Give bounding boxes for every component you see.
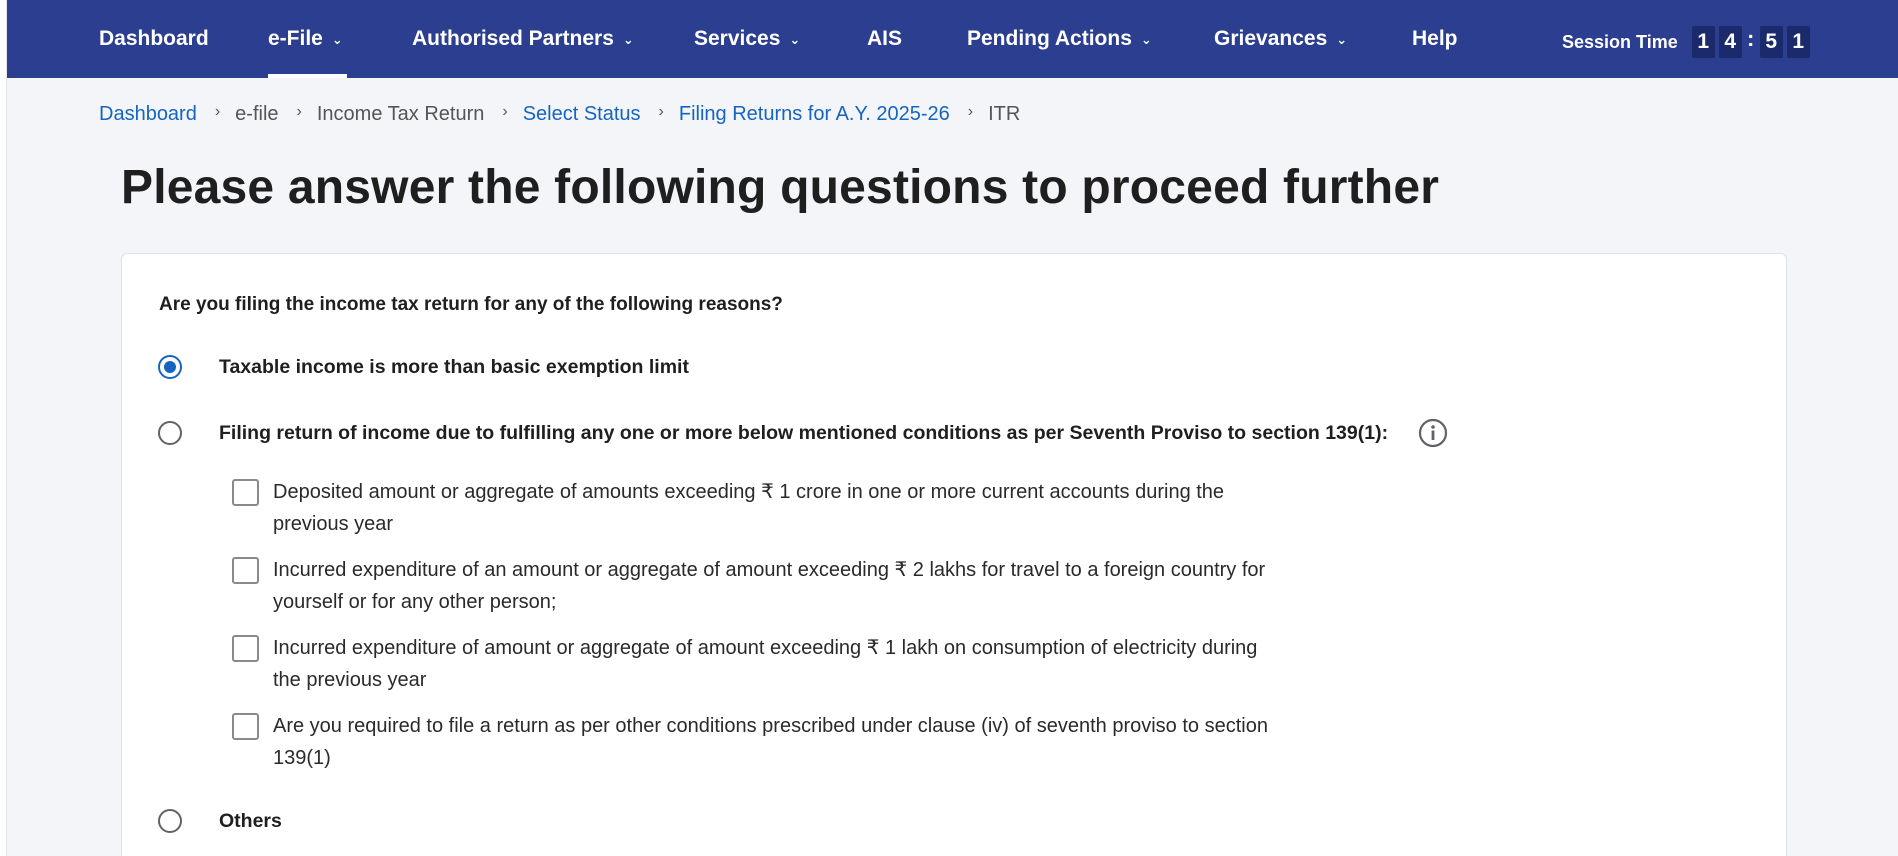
nav-efile-label: e-File	[268, 27, 323, 50]
option-others[interactable]	[158, 809, 282, 833]
session-timer	[1562, 26, 1810, 58]
chevron-down-icon: ⌄	[622, 32, 634, 47]
nav-authorised-partners[interactable]	[412, 0, 634, 78]
chevron-down-icon: ⌄	[331, 32, 343, 47]
breadcrumb	[99, 103, 1020, 126]
session-digit: 1	[1692, 26, 1715, 58]
chevron-down-icon: ⌄	[1140, 32, 1152, 47]
nav-dashboard[interactable]	[99, 0, 209, 78]
radio-button[interactable]	[158, 421, 182, 445]
condition-label: Deposited amount or aggregate of amounts exceeding ₹ 1 crore in one or more current accounts during the previous year	[273, 481, 1225, 535]
condition-current-account-deposit	[232, 479, 1273, 540]
chevron-down-icon: ⌄	[789, 32, 801, 47]
chevron-right-icon: ›	[658, 102, 664, 120]
page	[6, 0, 1898, 856]
nav-dashboard-label: Dashboard	[99, 27, 209, 50]
checkbox[interactable]	[232, 557, 259, 584]
chevron-right-icon: ›	[296, 102, 302, 120]
session-digit: 5	[1760, 26, 1783, 58]
breadcrumb-itr: ITR	[988, 103, 1021, 125]
session-digit: 1	[1787, 26, 1810, 58]
info-icon[interactable]	[1418, 418, 1448, 448]
nav-help[interactable]	[1412, 0, 1458, 78]
checkbox[interactable]	[232, 635, 259, 662]
condition-label: Incurred expenditure of an amount or aggregate of amount exceeding ₹ 2 lakhs for travel to a foreign country for yourself or for any other person;	[273, 559, 1266, 613]
chevron-right-icon: ›	[214, 102, 221, 120]
nav-ais[interactable]	[867, 0, 902, 78]
chevron-right-icon: ›	[967, 102, 974, 120]
nav-services-label: Services	[694, 27, 781, 50]
radio-button[interactable]	[158, 809, 182, 833]
nav-pending-actions[interactable]	[967, 0, 1152, 78]
breadcrumb-filing-returns[interactable]: Filing Returns for A.Y. 2025-26	[678, 103, 950, 125]
chevron-right-icon: ›	[502, 102, 508, 120]
condition-other-clause-iv	[232, 713, 1273, 774]
nav-grievances-label: Grievances	[1214, 27, 1328, 50]
condition-label: Incurred expenditure of amount or aggregate of amount exceeding ₹ 1 lakh on consumption of electricity during the previous year	[273, 637, 1258, 691]
session-colon: :	[1747, 26, 1755, 51]
questions-card	[121, 253, 1787, 856]
nav-pending-label: Pending Actions	[967, 27, 1132, 50]
condition-electricity	[232, 635, 1273, 696]
session-digit: 4	[1719, 26, 1742, 58]
nav-services[interactable]	[694, 0, 800, 78]
filing-reason-question: Are you filing the income tax return for any of the following reasons?	[159, 294, 783, 315]
nav-efile[interactable]	[268, 0, 347, 78]
nav-grievances[interactable]	[1214, 0, 1347, 78]
radio-button-selected[interactable]	[158, 355, 182, 379]
nav-ais-label: AIS	[867, 27, 903, 50]
checkbox[interactable]	[232, 479, 259, 506]
breadcrumb-dashboard[interactable]: Dashboard	[99, 103, 197, 125]
condition-label: Are you required to file a return as per other conditions prescribed under clause (iv) of seventh proviso to section 139(1)	[273, 715, 1268, 769]
condition-foreign-travel	[232, 557, 1273, 618]
nav-partners-label: Authorised Partners	[412, 27, 614, 50]
option-label: Taxable income is more than basic exemption limit	[219, 355, 689, 378]
chevron-down-icon: ⌄	[1336, 32, 1348, 47]
nav-help-label: Help	[1412, 27, 1458, 50]
option-label: Others	[219, 809, 282, 832]
option-label: Filing return of income due to fulfilling any one or more below mentioned conditions as per Seventh Proviso to section 139(1):	[219, 421, 1389, 444]
session-time-label: Session Time	[1562, 31, 1678, 52]
checkbox[interactable]	[232, 713, 259, 740]
breadcrumb-select-status[interactable]: Select Status	[522, 103, 641, 125]
page-title: Please answer the following questions to proceed further	[121, 161, 1440, 214]
breadcrumb-income-tax-return: Income Tax Return	[316, 103, 485, 125]
top-navbar	[7, 0, 1898, 78]
option-taxable-income[interactable]	[158, 355, 689, 379]
option-seventh-proviso[interactable]	[158, 418, 1448, 448]
breadcrumb-efile: e-file	[235, 103, 279, 125]
